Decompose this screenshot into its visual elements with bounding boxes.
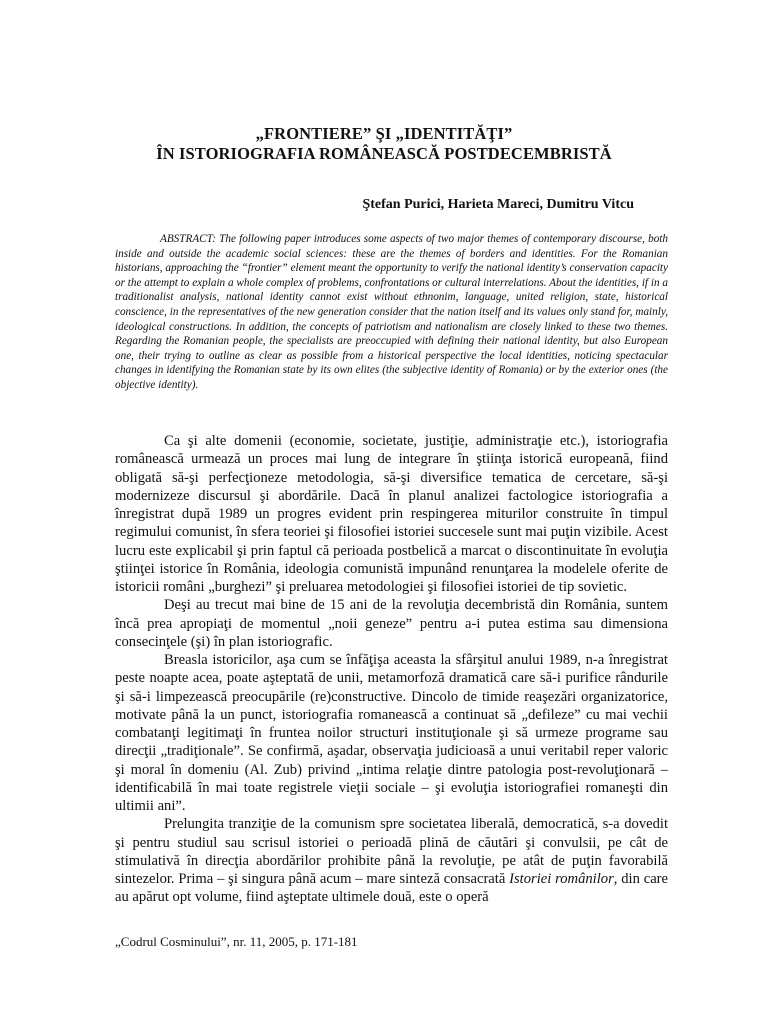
- article-title-line-1: „FRONTIERE” ŞI „IDENTITĂŢI”: [255, 124, 513, 143]
- body-paragraph-2: Deşi au trecut mai bine de 15 ani de la revoluţia decembristă din România, suntem încă prea apropiaţi de momentul „noii geneze” pentru a-i putea estima sau dimensiona consecinţele (şi) în plan istoriografic.: [115, 597, 668, 650]
- authors: Ştefan Purici, Harieta Mareci, Dumitru Vitcu: [362, 197, 634, 212]
- journal-citation-footer: „Codrul Cosminului”, nr. 11, 2005, p. 171-181: [115, 934, 358, 949]
- body-paragraph-4-text: Prelungita tranziţie de la comunism spre societatea liberală, democratică, s-a dovedit şi pentru studiul sau scrisul istoriei o perioadă plină de căutări şi convulsii, pe cât de stimulativă în direcţia abordărilor prohibite până la revoluţie, pe atât de puţin favorabilă sintezelor. Prima – şi singura până acum – mare sinteză consacrată: [115, 816, 668, 887]
- abstract-label: ABSTRACT:: [160, 233, 216, 245]
- body-paragraph-1: Ca şi alte domenii (economie, societate, justiţie, administraţie etc.), istoriografia românească urmează un proces mai lung de integrare în ştiinţa istorică europeană, fiind obligată să-şi perfecţioneze metodologia, să-şi diversifice tematica de cercetare, să-şi modernizeze discursul şi abordările. Dacă în planul analizei factologice istoriografia a înregistrat după 1989 un progres evident prin respingerea miturilor construite în timpul regimului comunist, în sfera teoriei şi filosofiei istoriei succesele sunt mai puţin vizibile. Acest lucru este explicabil şi prin faptul că perioada postbelică a marcat o discontinuitate în evoluţia ştiinţei istorice în România, ideologia comunistă impunând renunţarea la modelele oferite de istoricii români „burghezi” şi preluarea metodologiei şi filosofiei istoriei de tip sovietic.: [115, 433, 668, 595]
- article-title-line-2: ÎN ISTORIOGRAFIA ROMÂNEASCĂ POSTDECEMBRISTĂ: [156, 144, 612, 163]
- body-paragraph-3: Breasla istoricilor, aşa cum se înfăţişa aceasta la sfârşitul anului 1989, n-a înregistrat peste noapte acea, poate aşteptată de unii, metamorfoză dramatică care să-i purifice rândurile şi să-i limpezească preocupările (re)constructive. Dincolo de timide reaşezări organizatorice, motivate până la un punct, istoriografia romanească a continuat să „defileze” cu mai vechii combatanţi legitimaţi în fruntea noilor structuri instituţionale şi să urmeze programe sau direcţii „tradiţionale”. Se confirmă, aşadar, observaţia judicioasă a unui veritabil reper valoric şi moral în domeniu (Al. Zub) privind „intima relaţie dintre patologia post-revoluţionară – identificabilă în mai toate registrele vieţii sociale – şi evoluţia istoriografiei romaneşti din ultimii ani”.: [115, 652, 668, 814]
- body-paragraph-4-continuation: , din care au apărut opt volume, fiind aşteptate ultimele două, este o operă: [115, 871, 669, 906]
- book-title-italic: Istoriei românilor: [509, 871, 614, 887]
- abstract-text: The following paper introduces some aspects of two major themes of contemporary discourse, both inside and outside the academic social sciences: these are the themes of borders and identities. For the Romanian historians, approaching the “frontier” element meant the opportunity to verify the national identity’s conservation capacity or the attempt to explain a whole complex of problems, confrontations or cultural interrelations. About the identities, if in a traditionalist analysis, national identity cannot exist without ethnonim, language, united religion, state, historical conscience, in the representatives of the new generation consider that the nation itself and its values only stand for, mainly, ideological constructions. In addition, the concepts of patriotism and nationalism are closely linked to these two themes. Regarding the Romanian people, the specialists are preoccupied with defining their national identity, but also European one, their trying to outline as clear as possible from a historical perspective the local identities, noticing spectacular changes in identifying the Romanian state by its own elites (the subjective identity of Romania) or by the exterior ones (the objective identity).: [115, 233, 668, 391]
- body-paragraph-4: [115, 815, 668, 906]
- abstract: [115, 232, 668, 393]
- article-body: [115, 432, 668, 907]
